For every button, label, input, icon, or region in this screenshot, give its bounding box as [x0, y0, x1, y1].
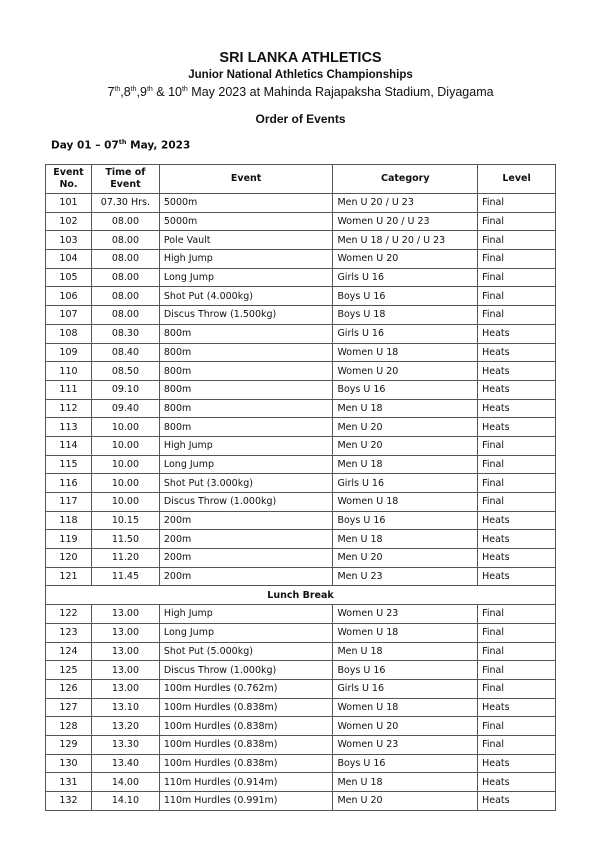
level-cell: Final: [478, 250, 556, 269]
time-cell: 08.00: [91, 231, 159, 250]
event-cell: Long Jump: [159, 268, 333, 287]
category-cell: Men U 20: [333, 436, 478, 455]
event-cell: 110m Hurdles (0.991m): [159, 792, 333, 811]
table-row: [46, 511, 556, 530]
category-cell: Boys U 16: [333, 511, 478, 530]
table-row: [46, 679, 556, 698]
event-cell: 200m: [159, 567, 333, 586]
level-cell: Heats: [478, 343, 556, 362]
col-header-category: Category: [333, 165, 478, 194]
level-cell: Heats: [478, 362, 556, 381]
table-row: [46, 362, 556, 381]
level-cell: Heats: [478, 418, 556, 437]
event-no-cell: 131: [46, 773, 92, 792]
table-row: [46, 698, 556, 717]
category-cell: Boys U 18: [333, 306, 478, 325]
level-cell: Heats: [478, 549, 556, 568]
event-no-cell: 123: [46, 623, 92, 642]
event-no-cell: 113: [46, 418, 92, 437]
date-text: ,8: [120, 85, 131, 99]
category-cell: Women U 18: [333, 623, 478, 642]
event-no-cell: 110: [46, 362, 92, 381]
table-row: [46, 623, 556, 642]
category-cell: Boys U 16: [333, 380, 478, 399]
table-row: [46, 343, 556, 362]
time-cell: 13.20: [91, 717, 159, 736]
level-cell: Final: [478, 474, 556, 493]
table-row: [46, 661, 556, 680]
time-cell: 09.40: [91, 399, 159, 418]
table-break: [46, 586, 556, 605]
category-cell: Men U 18: [333, 642, 478, 661]
level-cell: Final: [478, 306, 556, 325]
category-cell: Women U 20: [333, 362, 478, 381]
event-no-cell: 119: [46, 530, 92, 549]
time-cell: 10.00: [91, 436, 159, 455]
time-cell: 08.30: [91, 324, 159, 343]
event-cell: 800m: [159, 418, 333, 437]
table-header-row: [46, 165, 556, 194]
event-cell: High Jump: [159, 436, 333, 455]
level-cell: Final: [478, 436, 556, 455]
event-cell: 200m: [159, 549, 333, 568]
event-cell: Long Jump: [159, 455, 333, 474]
event-no-cell: 101: [46, 194, 92, 213]
event-no-cell: 124: [46, 642, 92, 661]
event-cell: Discus Throw (1.000kg): [159, 661, 333, 680]
level-cell: Final: [478, 231, 556, 250]
event-no-cell: 118: [46, 511, 92, 530]
events-table: [45, 164, 556, 811]
header-text: No.: [59, 179, 78, 190]
level-cell: Heats: [478, 698, 556, 717]
category-cell: Men U 18: [333, 399, 478, 418]
event-no-cell: 108: [46, 324, 92, 343]
level-cell: Heats: [478, 567, 556, 586]
day-text: Day 01 – 07: [51, 139, 119, 152]
time-cell: 10.00: [91, 474, 159, 493]
event-no-cell: 121: [46, 567, 92, 586]
event-no-cell: 120: [46, 549, 92, 568]
event-cell: 100m Hurdles (0.838m): [159, 717, 333, 736]
category-cell: Men U 18: [333, 455, 478, 474]
level-cell: Heats: [478, 792, 556, 811]
event-no-cell: 105: [46, 268, 92, 287]
time-cell: 13.30: [91, 735, 159, 754]
level-cell: Heats: [478, 754, 556, 773]
event-cell: 800m: [159, 380, 333, 399]
category-cell: Men U 18: [333, 773, 478, 792]
date-suffix: th: [130, 85, 137, 93]
level-cell: Heats: [478, 324, 556, 343]
event-cell: High Jump: [159, 250, 333, 269]
event-cell: 800m: [159, 399, 333, 418]
table-row: [46, 194, 556, 213]
category-cell: Girls U 16: [333, 474, 478, 493]
table-row: [46, 754, 556, 773]
table-row: [46, 287, 556, 306]
time-cell: 10.00: [91, 455, 159, 474]
event-no-cell: 128: [46, 717, 92, 736]
event-cell: 200m: [159, 511, 333, 530]
event-no-cell: 111: [46, 380, 92, 399]
table-row: [46, 418, 556, 437]
lunch-break-row: [46, 586, 556, 605]
category-cell: Women U 18: [333, 343, 478, 362]
event-no-cell: 109: [46, 343, 92, 362]
event-no-cell: 107: [46, 306, 92, 325]
event-cell: 800m: [159, 362, 333, 381]
event-cell: 800m: [159, 343, 333, 362]
category-cell: Men U 18 / U 20 / U 23: [333, 231, 478, 250]
category-cell: Women U 18: [333, 493, 478, 512]
lunch-break-label: Lunch Break: [46, 586, 556, 605]
event-cell: 100m Hurdles (0.838m): [159, 735, 333, 754]
table-body-morning: [46, 194, 556, 586]
table-row: [46, 212, 556, 231]
col-header-time: [91, 165, 159, 194]
time-cell: 13.00: [91, 661, 159, 680]
event-cell: Discus Throw (1.000kg): [159, 493, 333, 512]
level-cell: Heats: [478, 511, 556, 530]
level-cell: Final: [478, 455, 556, 474]
time-cell: 13.00: [91, 679, 159, 698]
col-header-event: Event: [159, 165, 333, 194]
table-row: [46, 549, 556, 568]
table-row: [46, 567, 556, 586]
table-body-afternoon: [46, 605, 556, 811]
time-cell: 13.00: [91, 623, 159, 642]
header-text: Time of: [105, 167, 146, 178]
category-cell: Women U 23: [333, 735, 478, 754]
level-cell: Final: [478, 605, 556, 624]
time-cell: 08.00: [91, 287, 159, 306]
level-cell: Final: [478, 642, 556, 661]
event-cell: 200m: [159, 530, 333, 549]
category-cell: Women U 23: [333, 605, 478, 624]
time-cell: 08.40: [91, 343, 159, 362]
col-header-level: Level: [478, 165, 556, 194]
time-cell: 14.10: [91, 792, 159, 811]
category-cell: Girls U 16: [333, 324, 478, 343]
category-cell: Men U 20: [333, 792, 478, 811]
time-cell: 07.30 Hrs.: [91, 194, 159, 213]
venue-text: May 2023 at Mahinda Rajapaksha Stadium, Diyagama: [187, 85, 494, 99]
table-row: [46, 455, 556, 474]
time-cell: 08.00: [91, 212, 159, 231]
date-text: & 10: [152, 85, 182, 99]
event-cell: Discus Throw (1.500kg): [159, 306, 333, 325]
event-no-cell: 104: [46, 250, 92, 269]
category-cell: Girls U 16: [333, 268, 478, 287]
level-cell: Final: [478, 661, 556, 680]
event-cell: 100m Hurdles (0.762m): [159, 679, 333, 698]
event-no-cell: 126: [46, 679, 92, 698]
time-cell: 08.00: [91, 306, 159, 325]
event-cell: High Jump: [159, 605, 333, 624]
section-heading: Order of Events: [255, 112, 346, 126]
time-cell: 10.15: [91, 511, 159, 530]
event-no-cell: 117: [46, 493, 92, 512]
event-cell: 100m Hurdles (0.838m): [159, 754, 333, 773]
category-cell: Women U 20: [333, 717, 478, 736]
time-cell: 10.00: [91, 418, 159, 437]
table-row: [46, 250, 556, 269]
time-cell: 13.00: [91, 642, 159, 661]
level-cell: Final: [478, 212, 556, 231]
time-cell: 08.00: [91, 250, 159, 269]
event-no-cell: 130: [46, 754, 92, 773]
table-row: [46, 306, 556, 325]
event-no-cell: 115: [46, 455, 92, 474]
event-no-cell: 129: [46, 735, 92, 754]
event-cell: Pole Vault: [159, 231, 333, 250]
event-cell: 5000m: [159, 194, 333, 213]
event-cell: Shot Put (5.000kg): [159, 642, 333, 661]
col-header-event-no: [46, 165, 92, 194]
championship-name: Junior National Athletics Championships: [188, 69, 413, 81]
event-no-cell: 106: [46, 287, 92, 306]
date-suffix: th: [146, 85, 153, 93]
table-row: [46, 380, 556, 399]
event-no-cell: 114: [46, 436, 92, 455]
date-suffix: th: [181, 85, 188, 93]
time-cell: 10.00: [91, 493, 159, 512]
category-cell: Girls U 16: [333, 679, 478, 698]
category-cell: Women U 20: [333, 250, 478, 269]
category-cell: Boys U 16: [333, 661, 478, 680]
event-no-cell: 103: [46, 231, 92, 250]
day-text: May, 2023: [126, 139, 191, 152]
event-no-cell: 102: [46, 212, 92, 231]
time-cell: 13.00: [91, 605, 159, 624]
level-cell: Heats: [478, 530, 556, 549]
table-row: [46, 530, 556, 549]
table-row: [46, 474, 556, 493]
event-no-cell: 132: [46, 792, 92, 811]
time-cell: 14.00: [91, 773, 159, 792]
day-heading: [51, 138, 190, 152]
level-cell: Heats: [478, 380, 556, 399]
event-cell: 5000m: [159, 212, 333, 231]
category-cell: Men U 23: [333, 567, 478, 586]
time-cell: 13.40: [91, 754, 159, 773]
document-title: SRI LANKA ATHLETICS: [219, 50, 382, 66]
date-suffix: th: [114, 85, 121, 93]
header-text: Event: [53, 167, 84, 178]
category-cell: Women U 20 / U 23: [333, 212, 478, 231]
level-cell: Heats: [478, 773, 556, 792]
table-row: [46, 399, 556, 418]
level-cell: Final: [478, 679, 556, 698]
category-cell: Men U 18: [333, 530, 478, 549]
table-row: [46, 605, 556, 624]
table-row: [46, 642, 556, 661]
event-no-cell: 125: [46, 661, 92, 680]
date-text: ,9: [136, 85, 147, 99]
level-cell: Final: [478, 194, 556, 213]
table-row: [46, 773, 556, 792]
event-no-cell: 112: [46, 399, 92, 418]
event-no-cell: 116: [46, 474, 92, 493]
category-cell: Boys U 16: [333, 754, 478, 773]
level-cell: Final: [478, 717, 556, 736]
level-cell: Final: [478, 735, 556, 754]
time-cell: 11.45: [91, 567, 159, 586]
day-suffix: th: [118, 138, 127, 146]
time-cell: 08.50: [91, 362, 159, 381]
event-no-cell: 127: [46, 698, 92, 717]
dates-venue: [0, 85, 601, 99]
level-cell: Final: [478, 493, 556, 512]
table-row: [46, 792, 556, 811]
table-row: [46, 717, 556, 736]
table-row: [46, 436, 556, 455]
event-no-cell: 122: [46, 605, 92, 624]
event-cell: Long Jump: [159, 623, 333, 642]
level-cell: Final: [478, 287, 556, 306]
header-text: Event: [110, 179, 141, 190]
event-cell: 800m: [159, 324, 333, 343]
category-cell: Men U 20: [333, 418, 478, 437]
level-cell: Final: [478, 623, 556, 642]
time-cell: 13.10: [91, 698, 159, 717]
event-cell: Shot Put (4.000kg): [159, 287, 333, 306]
event-cell: Shot Put (3.000kg): [159, 474, 333, 493]
category-cell: Women U 18: [333, 698, 478, 717]
time-cell: 11.20: [91, 549, 159, 568]
table-row: [46, 324, 556, 343]
table-row: [46, 493, 556, 512]
time-cell: 08.00: [91, 268, 159, 287]
level-cell: Heats: [478, 399, 556, 418]
table-row: [46, 268, 556, 287]
event-cell: 110m Hurdles (0.914m): [159, 773, 333, 792]
category-cell: Men U 20: [333, 549, 478, 568]
event-cell: 100m Hurdles (0.838m): [159, 698, 333, 717]
category-cell: Boys U 16: [333, 287, 478, 306]
category-cell: Men U 20 / U 23: [333, 194, 478, 213]
table-row: [46, 231, 556, 250]
level-cell: Final: [478, 268, 556, 287]
time-cell: 09.10: [91, 380, 159, 399]
time-cell: 11.50: [91, 530, 159, 549]
table-row: [46, 735, 556, 754]
date-text: 7: [107, 85, 115, 99]
